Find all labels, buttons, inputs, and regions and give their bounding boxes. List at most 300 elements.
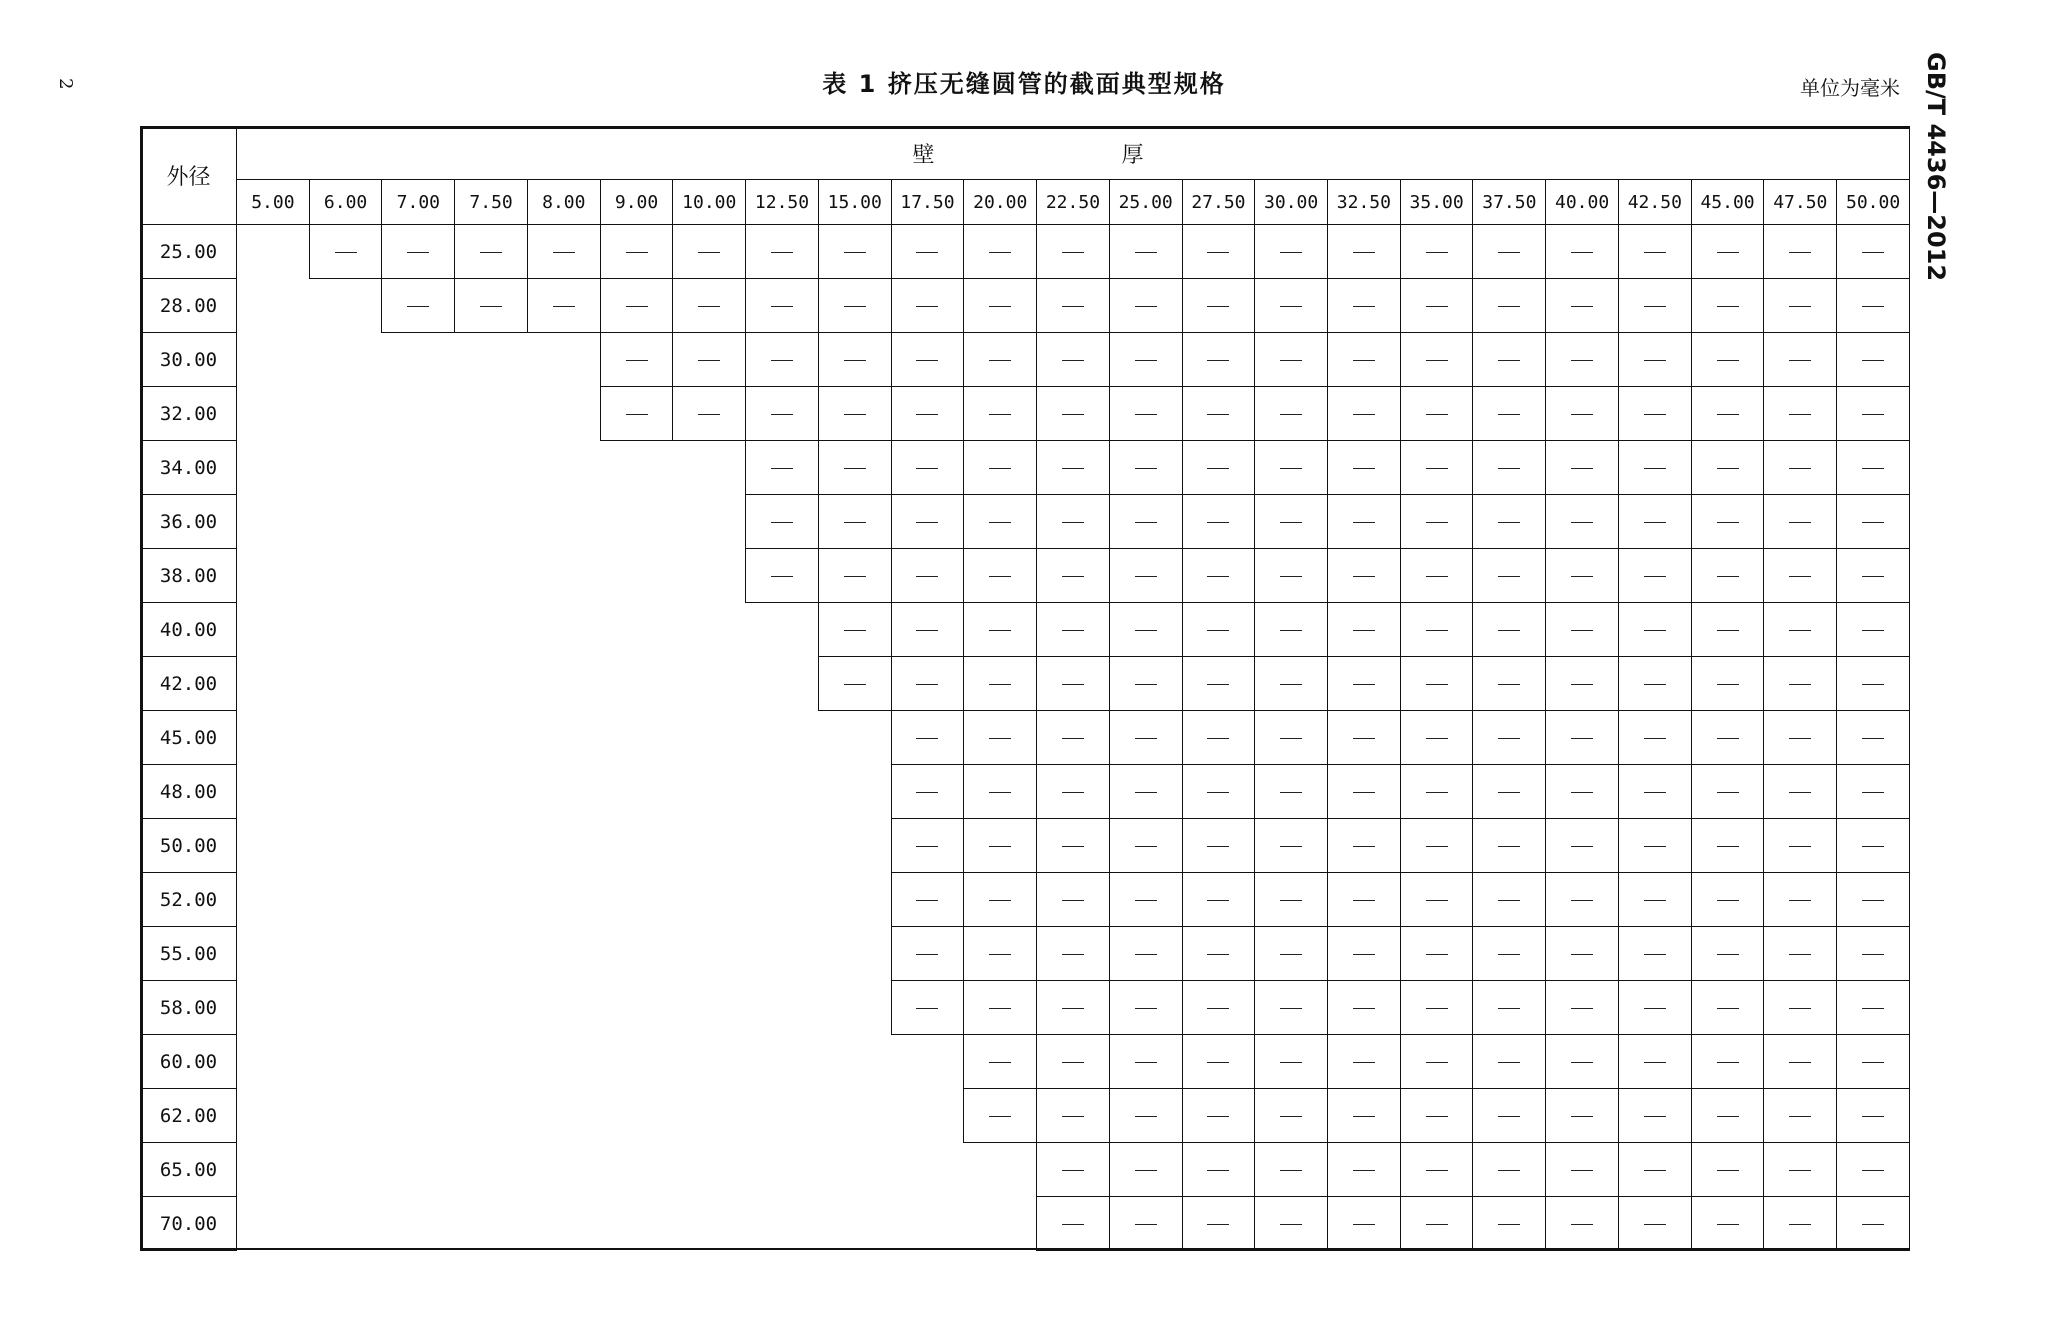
thickness-header-cell: 32.50 (1328, 180, 1401, 225)
empty-cell (309, 927, 382, 981)
table-row (141, 873, 1910, 927)
empty-cell (527, 765, 600, 819)
dash-mark (1353, 792, 1375, 793)
spec-cell (673, 333, 746, 387)
dash-mark (1498, 1224, 1520, 1225)
dash-mark (916, 846, 938, 847)
dash-mark (1571, 1170, 1593, 1171)
spec-cell (1691, 225, 1764, 279)
empty-cell (455, 495, 528, 549)
dash-mark (1280, 1116, 1302, 1117)
dash-mark (844, 306, 866, 307)
dash-mark (1717, 1008, 1739, 1009)
spec-cell (1473, 657, 1546, 711)
spec-cell (1109, 657, 1182, 711)
spec-cell (1400, 873, 1473, 927)
dash-mark (1426, 360, 1448, 361)
dash-mark (771, 414, 793, 415)
empty-cell (673, 711, 746, 765)
spec-cell (1837, 927, 1910, 981)
spec-cell (1764, 711, 1837, 765)
spec-cell (1618, 1143, 1691, 1197)
standard-code: GB/T 4436—2012 (1922, 52, 1950, 282)
spec-cell (1546, 225, 1619, 279)
dash-mark (626, 360, 648, 361)
spec-cell (1109, 333, 1182, 387)
dash-mark (1135, 252, 1157, 253)
dash-mark (1135, 1170, 1157, 1171)
empty-cell (673, 1089, 746, 1143)
table-row (141, 1089, 1910, 1143)
dash-mark (989, 1008, 1011, 1009)
spec-cell (1037, 711, 1110, 765)
thickness-header-cell: 35.00 (1400, 180, 1473, 225)
spec-cell (1400, 387, 1473, 441)
spec-cell (1618, 225, 1691, 279)
spec-cell (1255, 1197, 1328, 1251)
dash-mark (989, 522, 1011, 523)
dash-mark (1717, 576, 1739, 577)
dash-mark (1280, 630, 1302, 631)
dash-mark (1498, 792, 1520, 793)
spec-cell (1037, 657, 1110, 711)
dash-mark (626, 306, 648, 307)
outer-diameter-cell: 38.00 (141, 549, 237, 603)
empty-cell (382, 981, 455, 1035)
spec-cell (1618, 1197, 1691, 1251)
dash-mark (989, 360, 1011, 361)
dash-mark (1498, 954, 1520, 955)
spec-cell (1255, 495, 1328, 549)
thickness-header-cell: 6.00 (309, 180, 382, 225)
dash-mark (407, 252, 429, 253)
empty-cell (382, 765, 455, 819)
empty-cell (455, 1197, 528, 1251)
table-row (141, 441, 1910, 495)
spec-cell (1182, 1197, 1255, 1251)
spec-cell (1473, 549, 1546, 603)
spec-cell (1109, 1035, 1182, 1089)
spec-cell (1691, 441, 1764, 495)
dash-mark (335, 252, 357, 253)
dash-mark (1062, 576, 1084, 577)
spec-cell (1400, 225, 1473, 279)
empty-cell (309, 1143, 382, 1197)
dash-mark (1862, 630, 1884, 631)
spec-cell (1546, 333, 1619, 387)
dash-mark (698, 414, 720, 415)
spec-cell (1182, 333, 1255, 387)
dash-mark (1644, 954, 1666, 955)
spec-cell (964, 333, 1037, 387)
spec-cell (964, 981, 1037, 1035)
spec-cell (1109, 441, 1182, 495)
spec-cell (1109, 1197, 1182, 1251)
dash-mark (553, 306, 575, 307)
spec-cell (746, 333, 819, 387)
dash-mark (1135, 900, 1157, 901)
dash-mark (1135, 846, 1157, 847)
dash-mark (1062, 846, 1084, 847)
spec-cell (1109, 387, 1182, 441)
spec-cell (1255, 603, 1328, 657)
outer-diameter-cell: 50.00 (141, 819, 237, 873)
thickness-header-cell: 5.00 (237, 180, 310, 225)
dash-mark (989, 1116, 1011, 1117)
dash-mark (916, 900, 938, 901)
spec-cell (1255, 981, 1328, 1035)
spec-cell (1037, 225, 1110, 279)
spec-cell (1691, 711, 1764, 765)
spec-cell (1400, 1035, 1473, 1089)
dash-mark (1353, 738, 1375, 739)
empty-cell (237, 225, 310, 279)
outer-diameter-cell: 48.00 (141, 765, 237, 819)
empty-cell (237, 549, 310, 603)
spec-cell (1182, 279, 1255, 333)
dash-mark (1353, 252, 1375, 253)
spec-cell (673, 387, 746, 441)
thickness-header-cell: 27.50 (1182, 180, 1255, 225)
spec-cell (1837, 1143, 1910, 1197)
empty-cell (527, 927, 600, 981)
empty-cell (309, 333, 382, 387)
empty-cell (237, 1197, 310, 1251)
empty-cell (382, 819, 455, 873)
spec-cell (600, 279, 673, 333)
spec-cell (1328, 333, 1401, 387)
dash-mark (844, 360, 866, 361)
spec-cell (1764, 603, 1837, 657)
dash-mark (1426, 306, 1448, 307)
empty-cell (818, 1197, 891, 1251)
table-row (141, 1035, 1910, 1089)
spec-cell (964, 765, 1037, 819)
dash-mark (1571, 360, 1593, 361)
empty-cell (891, 1197, 964, 1251)
spec-cell (1618, 765, 1691, 819)
spec-cell (1764, 1143, 1837, 1197)
dash-mark (1862, 792, 1884, 793)
outer-diameter-cell: 32.00 (141, 387, 237, 441)
dash-mark (1426, 738, 1448, 739)
spec-cell (746, 279, 819, 333)
spec-cell (964, 603, 1037, 657)
dash-mark (1280, 954, 1302, 955)
empty-cell (309, 1035, 382, 1089)
dash-mark (1717, 468, 1739, 469)
spec-cell (1037, 873, 1110, 927)
dash-mark (1062, 360, 1084, 361)
spec-cell (1328, 549, 1401, 603)
dash-mark (698, 306, 720, 307)
empty-cell (309, 1197, 382, 1251)
empty-cell (527, 1089, 600, 1143)
dash-mark (1862, 360, 1884, 361)
spec-cell (1764, 549, 1837, 603)
spec-cell (818, 387, 891, 441)
dash-mark (1644, 630, 1666, 631)
spec-cell (1182, 225, 1255, 279)
spec-cell (891, 765, 964, 819)
empty-cell (746, 711, 819, 765)
thickness-header-row (141, 180, 1910, 225)
dash-mark (1498, 1062, 1520, 1063)
spec-cell (1691, 549, 1764, 603)
spec-cell (1328, 981, 1401, 1035)
empty-cell (309, 279, 382, 333)
dash-mark (844, 468, 866, 469)
dash-mark (1207, 1170, 1229, 1171)
empty-cell (746, 603, 819, 657)
dash-mark (1062, 1116, 1084, 1117)
empty-cell (237, 711, 310, 765)
spec-cell (673, 225, 746, 279)
empty-cell (527, 873, 600, 927)
dash-mark (916, 792, 938, 793)
spec-cell (1837, 225, 1910, 279)
dash-mark (1353, 684, 1375, 685)
spec-cell (1037, 1143, 1110, 1197)
spec-cell (1546, 657, 1619, 711)
outer-diameter-cell: 25.00 (141, 225, 237, 279)
dash-mark (1862, 468, 1884, 469)
spec-cell (1473, 711, 1546, 765)
empty-cell (746, 927, 819, 981)
empty-cell (818, 819, 891, 873)
spec-cell (1400, 711, 1473, 765)
spec-cell (1255, 873, 1328, 927)
dash-mark (1789, 252, 1811, 253)
dash-mark (1862, 738, 1884, 739)
empty-cell (237, 279, 310, 333)
dash-mark (480, 252, 502, 253)
spec-cell (746, 441, 819, 495)
dash-mark (1862, 954, 1884, 955)
spec-cell (1182, 927, 1255, 981)
empty-cell (455, 765, 528, 819)
dash-mark (1426, 1170, 1448, 1171)
dash-mark (916, 954, 938, 955)
spec-cell (1328, 1089, 1401, 1143)
spec-cell (1037, 981, 1110, 1035)
empty-cell (237, 441, 310, 495)
empty-cell (237, 1143, 310, 1197)
dash-mark (1280, 360, 1302, 361)
spec-cell (746, 549, 819, 603)
dash-mark (1062, 1224, 1084, 1225)
spec-cell (1473, 1035, 1546, 1089)
dash-mark (1717, 1116, 1739, 1117)
od-header: 外径 (141, 127, 237, 225)
spec-cell (1328, 873, 1401, 927)
dash-mark (1426, 1116, 1448, 1117)
spec-cell (382, 225, 455, 279)
dash-mark (1280, 738, 1302, 739)
dash-mark (1644, 1008, 1666, 1009)
empty-cell (455, 981, 528, 1035)
dash-mark (989, 576, 1011, 577)
dash-mark (1062, 954, 1084, 955)
spec-cell (1546, 981, 1619, 1035)
spec-cell (1182, 1089, 1255, 1143)
spec-cell (1037, 819, 1110, 873)
spec-cell (964, 657, 1037, 711)
empty-cell (382, 711, 455, 765)
dash-mark (1717, 900, 1739, 901)
spec-cell (1764, 657, 1837, 711)
dash-mark (1862, 1116, 1884, 1117)
dash-mark (1571, 846, 1593, 847)
dash-mark (1280, 900, 1302, 901)
dash-mark (1353, 1008, 1375, 1009)
dash-mark (1207, 630, 1229, 631)
thickness-header-cell: 47.50 (1764, 180, 1837, 225)
thickness-header-cell: 40.00 (1546, 180, 1619, 225)
outer-diameter-cell: 62.00 (141, 1089, 237, 1143)
spec-cell (818, 333, 891, 387)
empty-cell (382, 1089, 455, 1143)
empty-cell (746, 1197, 819, 1251)
spec-cell (1473, 981, 1546, 1035)
empty-cell (237, 1035, 310, 1089)
outer-diameter-cell: 52.00 (141, 873, 237, 927)
spec-cell (1109, 225, 1182, 279)
dash-mark (1062, 900, 1084, 901)
empty-cell (746, 1143, 819, 1197)
spec-cell (1037, 603, 1110, 657)
empty-cell (382, 927, 455, 981)
dash-mark (1644, 468, 1666, 469)
dash-mark (1062, 414, 1084, 415)
spec-cell (1400, 1197, 1473, 1251)
dash-mark (1062, 306, 1084, 307)
thickness-header-cell: 17.50 (891, 180, 964, 225)
empty-cell (527, 1143, 600, 1197)
dash-mark (1717, 522, 1739, 523)
spec-cell (1764, 333, 1837, 387)
dash-mark (916, 306, 938, 307)
spec-cell (891, 711, 964, 765)
spec-cell (1546, 387, 1619, 441)
dash-mark (844, 252, 866, 253)
dash-mark (1571, 684, 1593, 685)
spec-cell (1400, 981, 1473, 1035)
dash-mark (1280, 846, 1302, 847)
dash-mark (844, 576, 866, 577)
empty-cell (237, 603, 310, 657)
empty-cell (309, 549, 382, 603)
dash-mark (1862, 1224, 1884, 1225)
dash-mark (1571, 954, 1593, 955)
empty-cell (818, 873, 891, 927)
spec-cell (1328, 387, 1401, 441)
empty-cell (309, 603, 382, 657)
dash-mark (771, 306, 793, 307)
dash-mark (1862, 1062, 1884, 1063)
empty-cell (527, 711, 600, 765)
dash-mark (1717, 684, 1739, 685)
dash-mark (1717, 630, 1739, 631)
spec-cell (1764, 495, 1837, 549)
spec-cell (1618, 441, 1691, 495)
dash-mark (1862, 414, 1884, 415)
spec-cell (1618, 333, 1691, 387)
spec-cell (964, 1089, 1037, 1143)
spec-cell (1473, 819, 1546, 873)
dash-mark (1717, 360, 1739, 361)
spec-cell (1764, 1035, 1837, 1089)
dash-mark (1571, 792, 1593, 793)
dash-mark (1862, 1008, 1884, 1009)
dash-mark (1135, 468, 1157, 469)
spec-cell (1400, 1089, 1473, 1143)
empty-cell (237, 657, 310, 711)
dash-mark (1644, 792, 1666, 793)
dash-mark (1280, 792, 1302, 793)
dash-mark (771, 576, 793, 577)
spec-cell (1400, 603, 1473, 657)
spec-cell (1109, 873, 1182, 927)
empty-cell (527, 441, 600, 495)
dash-mark (1644, 576, 1666, 577)
spec-cell (1764, 819, 1837, 873)
empty-cell (455, 1035, 528, 1089)
thickness-header-cell: 45.00 (1691, 180, 1764, 225)
empty-cell (237, 765, 310, 819)
spec-cell (1691, 927, 1764, 981)
spec-cell (1400, 549, 1473, 603)
dash-mark (1789, 1062, 1811, 1063)
empty-cell (455, 333, 528, 387)
spec-cell (891, 657, 964, 711)
dash-mark (989, 846, 1011, 847)
spec-cell (455, 279, 528, 333)
spec-cell (1473, 279, 1546, 333)
dash-mark (989, 414, 1011, 415)
empty-cell (309, 441, 382, 495)
spec-cell (1109, 765, 1182, 819)
empty-cell (964, 1197, 1037, 1251)
dash-mark (1862, 846, 1884, 847)
spec-cell (1473, 873, 1546, 927)
dash-mark (1135, 1224, 1157, 1225)
dash-mark (1426, 684, 1448, 685)
dash-mark (916, 468, 938, 469)
spec-cell (891, 225, 964, 279)
spec-cell (1764, 765, 1837, 819)
dash-mark (1862, 900, 1884, 901)
dash-mark (916, 252, 938, 253)
empty-cell (673, 927, 746, 981)
spec-cell (600, 387, 673, 441)
table-row (141, 765, 1910, 819)
empty-cell (818, 981, 891, 1035)
dash-mark (1207, 306, 1229, 307)
empty-cell (600, 1089, 673, 1143)
empty-cell (746, 873, 819, 927)
empty-cell (818, 1035, 891, 1089)
dash-mark (1062, 1008, 1084, 1009)
dash-mark (1062, 1062, 1084, 1063)
dash-mark (771, 360, 793, 361)
empty-cell (527, 657, 600, 711)
dash-mark (1717, 252, 1739, 253)
spec-cell (1473, 387, 1546, 441)
spec-cell (1182, 549, 1255, 603)
dash-mark (1789, 360, 1811, 361)
table-row (141, 711, 1910, 765)
